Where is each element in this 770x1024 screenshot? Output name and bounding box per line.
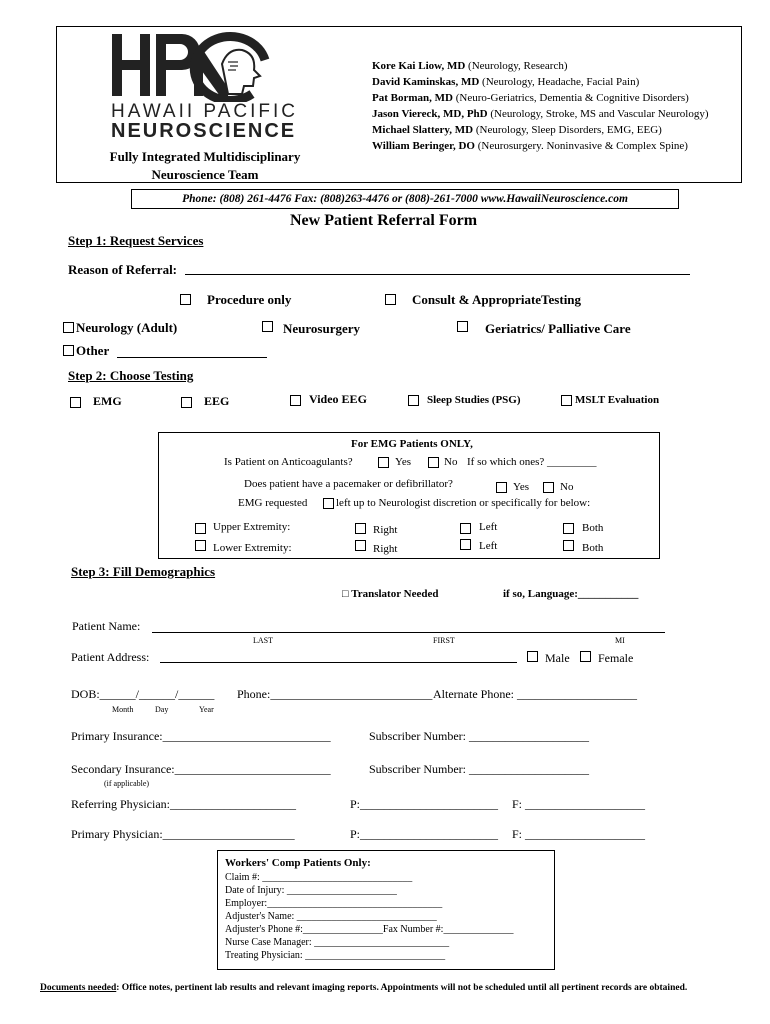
mslt-checkbox[interactable] xyxy=(561,395,572,406)
anticoag-no-checkbox[interactable] xyxy=(428,457,439,468)
neurology-checkbox[interactable] xyxy=(63,322,74,333)
male-checkbox[interactable] xyxy=(527,651,538,662)
other-label: Other xyxy=(76,343,110,358)
anticoag-yes-label: Yes xyxy=(395,456,412,468)
emg-requested-label: EMG requested xyxy=(238,497,308,509)
lower-extremity-label: Lower Extremity: xyxy=(213,542,292,554)
subscriber-field[interactable]: Subscriber Number: ____________________ xyxy=(369,729,589,743)
logo-line-1: HAWAII PACIFIC xyxy=(111,101,298,122)
phone-field[interactable]: Phone:___________________________ xyxy=(237,687,433,701)
sleep-label: Sleep Studies (PSG) xyxy=(427,394,521,406)
upper-both-label: Both xyxy=(582,522,604,534)
reason-field[interactable] xyxy=(185,274,690,275)
geriatrics-checkbox[interactable] xyxy=(457,321,468,332)
neurologist-discretion-label: left up to Neurologist discretion or specifically for below: xyxy=(336,497,591,509)
upper-both-checkbox[interactable] xyxy=(563,523,574,534)
upper-right-checkbox[interactable] xyxy=(355,523,366,534)
emg-section-box xyxy=(158,432,660,559)
procedure-checkbox[interactable] xyxy=(180,294,191,305)
physician-entry: Michael Slattery, MD (Neurology, Sleep Disorders, EMG, EEG) xyxy=(372,124,662,136)
form-title: New Patient Referral Form xyxy=(290,212,478,229)
neurosurgery-checkbox[interactable] xyxy=(262,321,273,332)
anticoag-yes-checkbox[interactable] xyxy=(378,457,389,468)
step2-heading: Step 2: Choose Testing xyxy=(68,368,194,383)
contact-bar: Phone: (808) 261-4476 Fax: (808)263-4476 or (808)-261-7000 www.HawaiiNeuroscience.com xyxy=(131,189,679,209)
language-field[interactable]: if so, Language:___________ xyxy=(503,588,639,600)
referring-physician-field[interactable]: Referring Physician:_____________________ xyxy=(71,797,296,811)
neurology-label: Neurology (Adult) xyxy=(76,320,178,335)
physician-entry: Kore Kai Liow, MD (Neurology, Research) xyxy=(372,60,568,72)
lower-both-checkbox[interactable] xyxy=(563,540,574,551)
upper-extremity-checkbox[interactable] xyxy=(195,523,206,534)
pacemaker-no-label: No xyxy=(560,481,574,493)
primary-phone-field[interactable]: P:_______________________ xyxy=(350,827,499,841)
physician-list xyxy=(372,58,709,154)
first-caption: FIRST xyxy=(433,636,455,645)
step1-heading: Step 1: Request Services xyxy=(68,233,204,248)
anticoag-which: If so which ones? _________ xyxy=(467,456,597,468)
day-caption: Day xyxy=(155,705,169,714)
address-field[interactable] xyxy=(160,662,517,663)
physician-entry: William Beringer, DO (Neurosurgery. Noninvasive & Complex Spine) xyxy=(372,140,688,152)
upper-left-checkbox[interactable] xyxy=(460,523,471,534)
primary-fax-field[interactable]: F: ____________________ xyxy=(512,827,646,841)
sleep-checkbox[interactable] xyxy=(408,395,419,406)
female-label: Female xyxy=(598,651,634,665)
patient-name-field[interactable] xyxy=(152,632,665,633)
pacemaker-question: Does patient have a pacemaker or defibrillator? xyxy=(244,478,453,490)
physician-entry: David Kaminskas, MD (Neurology, Headache, Facial Pain) xyxy=(372,76,640,88)
physician-entry: Jason Viereck, MD, PhD (Neurology, Stroke, MS and Vascular Neurology) xyxy=(372,108,709,120)
address-label: Patient Address: xyxy=(71,650,150,664)
emg-box-title: For EMG Patients ONLY, xyxy=(351,438,473,450)
primary-physician-field[interactable]: Primary Physician:______________________ xyxy=(71,827,295,841)
tagline-line-1: Fully Integrated Multidisciplinary xyxy=(109,149,301,164)
pacemaker-yes-label: Yes xyxy=(513,481,530,493)
translator-checkbox-label[interactable]: □ Translator Needed xyxy=(342,588,439,600)
workers-comp-title: Workers' Comp Patients Only: xyxy=(225,857,371,869)
dob-field[interactable]: DOB:______/______/______ xyxy=(71,687,215,701)
hpn-logo xyxy=(110,30,270,102)
eeg-label: EEG xyxy=(204,394,230,408)
neurosurgery-label: Neurosurgery xyxy=(283,321,361,336)
secondary-insurance-field[interactable]: Secondary Insurance:__________________________ xyxy=(71,762,331,776)
year-caption: Year xyxy=(199,705,214,714)
subscriber2-field[interactable]: Subscriber Number: ____________________ xyxy=(369,762,589,776)
lower-extremity-checkbox[interactable] xyxy=(195,540,206,551)
if-applicable-caption: (if applicable) xyxy=(104,779,150,788)
anticoag-no-label: No xyxy=(444,456,458,468)
procedure-label: Procedure only xyxy=(207,292,292,307)
referring-fax-field[interactable]: F: ____________________ xyxy=(512,797,646,811)
step3-heading: Step 3: Fill Demographics xyxy=(71,564,216,579)
treating-physician-field[interactable]: Treating Physician: ____________________________ xyxy=(225,950,446,961)
referring-phone-field[interactable]: P:_______________________ xyxy=(350,797,499,811)
mi-caption: MI xyxy=(615,636,625,645)
alt-phone-field[interactable]: Alternate Phone: ____________________ xyxy=(433,687,637,701)
pacemaker-no-checkbox[interactable] xyxy=(543,482,554,493)
lower-right-label: Right xyxy=(373,543,398,555)
adjuster-name-field[interactable]: Adjuster's Name: ____________________________ xyxy=(225,911,437,922)
lower-both-label: Both xyxy=(582,542,604,554)
injury-date-field[interactable]: Date of Injury: ______________________ xyxy=(225,885,397,896)
last-caption: LAST xyxy=(253,636,273,645)
physician-entry: Pat Borman, MD (Neuro-Geriatrics, Dementia & Cognitive Disorders) xyxy=(372,92,689,104)
mslt-label: MSLT Evaluation xyxy=(575,394,660,406)
other-field[interactable] xyxy=(117,357,267,358)
geriatrics-label: Geriatrics/ Palliative Care xyxy=(485,321,631,336)
lower-right-checkbox[interactable] xyxy=(355,540,366,551)
consult-label: Consult & AppropriateTesting xyxy=(412,292,582,307)
upper-right-label: Right xyxy=(373,524,398,536)
anticoag-question: Is Patient on Anticoagulants? xyxy=(224,456,353,468)
neurologist-discretion-checkbox[interactable] xyxy=(323,498,334,509)
documents-needed-note: Documents needed: Office notes, pertinent lab results and relevant imaging reports. Appointments will not be scheduled until all pertinent records are obtained. xyxy=(40,983,688,993)
claim-field[interactable]: Claim #: ______________________________ xyxy=(225,872,413,883)
tagline xyxy=(100,148,310,184)
lower-left-checkbox[interactable] xyxy=(460,539,471,550)
emg-checkbox[interactable] xyxy=(70,397,81,408)
other-checkbox[interactable] xyxy=(63,345,74,356)
upper-extremity-label: Upper Extremity: xyxy=(213,521,291,533)
female-checkbox[interactable] xyxy=(580,651,591,662)
video-eeg-label: Video EEG xyxy=(309,392,367,406)
pacemaker-yes-checkbox[interactable] xyxy=(496,482,507,493)
employer-field[interactable]: Employer:___________________________________ xyxy=(225,898,443,909)
emg-label: EMG xyxy=(93,394,122,408)
video-eeg-checkbox[interactable] xyxy=(290,395,301,406)
logo-line-2: NEUROSCIENCE xyxy=(111,120,297,142)
adjuster-phone-field[interactable]: Adjuster's Phone #:________________Fax Number #:______________ xyxy=(225,924,514,935)
upper-left-label: Left xyxy=(479,521,498,533)
lower-left-label: Left xyxy=(479,540,498,552)
reason-label: Reason of Referral: xyxy=(68,262,178,277)
eeg-checkbox[interactable] xyxy=(181,397,192,408)
month-caption: Month xyxy=(112,705,134,714)
patient-name-label: Patient Name: xyxy=(72,619,141,633)
tagline-line-2: Neuroscience Team xyxy=(151,167,259,182)
primary-insurance-field[interactable]: Primary Insurance:____________________________ xyxy=(71,729,331,743)
nurse-case-manager-field[interactable]: Nurse Case Manager: ___________________________ xyxy=(225,937,450,948)
male-label: Male xyxy=(545,651,570,665)
consult-checkbox[interactable] xyxy=(385,294,396,305)
